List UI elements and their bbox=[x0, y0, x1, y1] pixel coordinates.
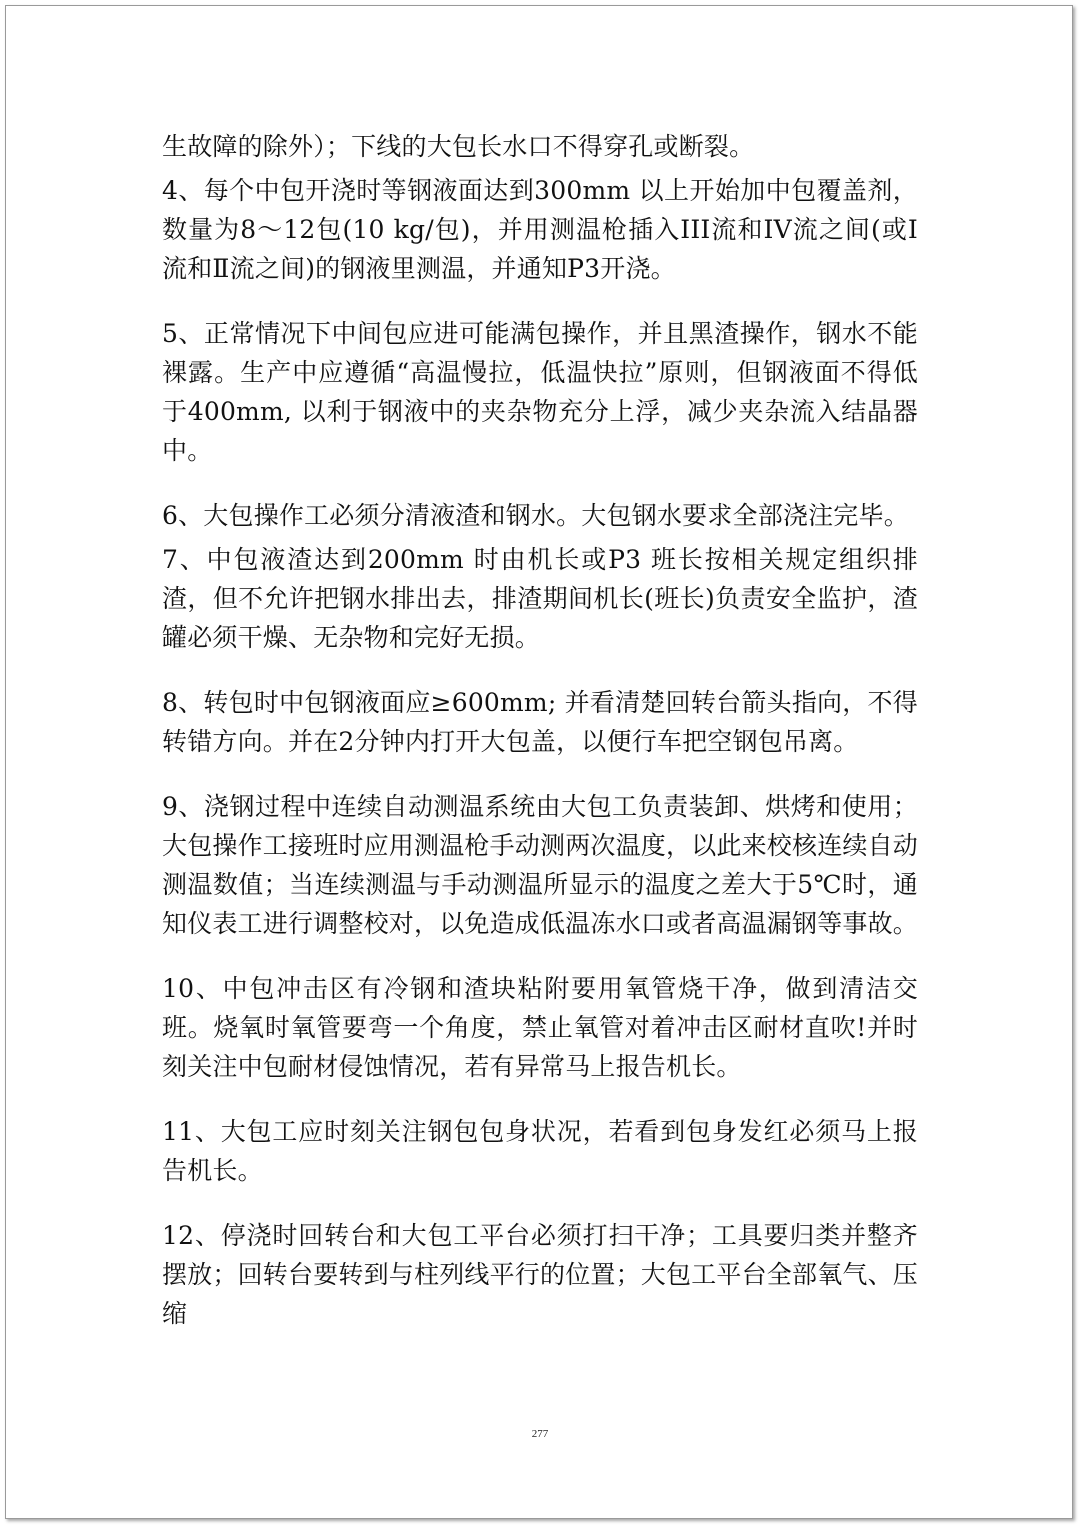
paragraph-item-7: 7、中包液渣达到200mm 时由机长或P3 班长按相关规定组织排渣，但不允许把钢水排出去，排渣期间机长(班长)负责安全监护，渣罐必须干燥、无杂物和完好无损。 bbox=[162, 545, 918, 652]
paragraph-item-8: 8、转包时中包钢液面应≥600mm; 并看清楚回转台箭头指向，不得转错方向。并在2分钟内打开大包盖，以便行车把空钢包吊离。 bbox=[162, 688, 918, 756]
document-body bbox=[162, 127, 918, 1333]
paragraph-continuation: 生故障的除外）；下线的大包长水口不得穿孔或断裂。 bbox=[162, 132, 755, 161]
paragraph-item-12: 12、停浇时回转台和大包工平台必须打扫干净；工具要归类并整齐摆放；回转台要转到与柱列线平行的位置；大包工平台全部氧气、压缩 bbox=[162, 1221, 919, 1328]
paragraph-item-11: 11、大包工应时刻关注钢包包身状况，若看到包身发红必须马上报告机长。 bbox=[162, 1117, 918, 1185]
paragraph-item-4: 4、每个中包开浇时等钢液面达到300mm 以上开始加中包覆盖剂，数量为8～12包(10 kg/包)，并用测温枪插入III流和IV流之间(或I 流和Ⅱ流之间)的钢液里测温，并通知P3开浇。 bbox=[162, 176, 918, 283]
paragraph-item-6: 6、大包操作工必须分清液渣和钢水。大包钢水要求全部浇注完毕。 bbox=[162, 501, 909, 530]
page-number: 277 bbox=[531, 1428, 549, 1440]
paragraph-item-10: 10、中包冲击区有冷钢和渣块粘附要用氧管烧干净，做到清洁交班。烧氧时氧管要弯一个角度，禁止氧管对着冲击区耐材直吹!并时刻关注中包耐材侵蚀情况，若有异常马上报告机长。 bbox=[162, 974, 918, 1081]
paragraph-item-9: 9、浇钢过程中连续自动测温系统由大包工负责装卸、烘烤和使用；大包操作工接班时应用测温枪手动测两次温度，以此来校核连续自动测温数值；当连续测温与手动测温所显示的温度之差大于5℃时，通知仪表工进行调整校对，以免造成低温冻水口或者高温漏钢等事故。 bbox=[162, 792, 919, 938]
paragraph-item-5: 5、正常情况下中间包应进可能满包操作，并且黑渣操作，钢水不能裸露。生产中应遵循“高温慢拉，低温快拉”原则，但钢液面不得低于400mm, 以利于钢液中的夹杂物充分上浮，减少夹杂流入结晶器中。 bbox=[162, 319, 918, 465]
